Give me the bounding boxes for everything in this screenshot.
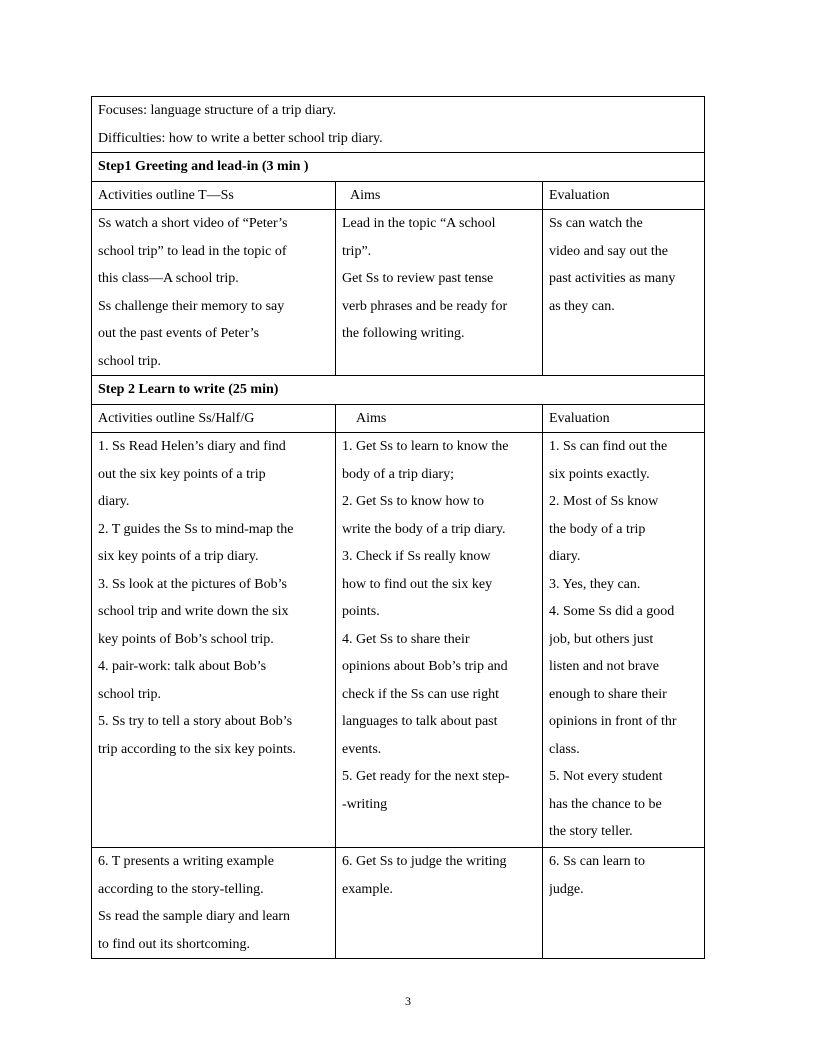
step2-header-evaluation: Evaluation xyxy=(543,404,705,433)
text-line: the body of a trip xyxy=(549,521,646,537)
text-line: this class—A school trip. xyxy=(98,271,239,286)
step1-aims-cell xyxy=(336,210,543,376)
step2-content-row-1 xyxy=(92,433,705,848)
page-number: 3 xyxy=(405,994,411,1008)
text-line: languages to talk about past xyxy=(342,714,498,729)
step2-row1-activities-cell xyxy=(92,433,336,848)
text-line: school trip and write down the six xyxy=(98,604,289,619)
text-line: Ss can watch the xyxy=(549,216,643,231)
text-line: 5. Not every student xyxy=(549,769,663,784)
text-line: 6. Get Ss to judge the writing xyxy=(342,854,507,869)
text-line: 3. Yes, they can. xyxy=(549,576,641,592)
step2-content-row-2 xyxy=(92,848,705,959)
text-line: 2. Get Ss to know how to xyxy=(342,494,484,509)
text-line: listen and not brave xyxy=(549,659,660,674)
intro-row xyxy=(92,97,705,153)
text-line: -writing xyxy=(342,796,388,812)
text-line: the following writing. xyxy=(342,326,465,341)
intro-cell xyxy=(92,97,705,153)
text-line: out the past events of Peter’s xyxy=(98,326,260,341)
text-line: example. xyxy=(342,881,393,897)
text-line: six key points of a trip diary. xyxy=(98,549,259,564)
text-line: 4. Get Ss to share their xyxy=(342,631,470,647)
text-line: 6. Ss can learn to xyxy=(549,854,646,869)
step1-header-activities: Activities outline T—Ss xyxy=(92,181,336,210)
text-line: class. xyxy=(549,741,580,757)
text-line: 4. pair-work: talk about Bob’s xyxy=(98,659,267,674)
text-line: six points exactly. xyxy=(549,466,650,482)
text-line: video and say out the xyxy=(549,243,668,259)
difficulties-text: Difficulties: how to write a better school trip diary. xyxy=(98,130,383,146)
text-line: school trip. xyxy=(98,353,161,369)
text-line: key points of Bob’s school trip. xyxy=(98,631,274,647)
text-line: body of a trip diary; xyxy=(342,466,454,482)
step1-evaluation-cell xyxy=(543,210,705,376)
text-line: 2. Most of Ss know xyxy=(549,494,659,509)
text-line: events. xyxy=(342,741,382,757)
text-line: write the body of a trip diary. xyxy=(342,521,506,537)
text-line: Ss watch a short video of “Peter’s xyxy=(98,216,288,231)
text-line: 1. Get Ss to learn to know the xyxy=(342,439,509,454)
text-line: Ss challenge their memory to say xyxy=(98,298,285,314)
text-line: points. xyxy=(342,604,380,619)
text-line: 1. Ss can find out the xyxy=(549,439,668,454)
text-line: enough to share their xyxy=(549,686,667,702)
text-line: Lead in the topic “A school xyxy=(342,216,496,231)
text-line: 2. T guides the Ss to mind-map the xyxy=(98,521,294,537)
text-line: 5. Ss try to tell a story about Bob’s xyxy=(98,714,293,729)
text-line: according to the story-telling. xyxy=(98,881,264,897)
text-line: job, but others just xyxy=(549,631,654,647)
text-line: 3. Check if Ss really know xyxy=(342,549,491,564)
step2-row2-activities-cell xyxy=(92,848,336,959)
text-line: opinions in front of thr xyxy=(549,714,677,729)
text-line: trip according to the six key points. xyxy=(98,741,296,757)
step2-row2-evaluation-cell xyxy=(543,848,705,959)
text-line: 1. Ss Read Helen’s diary and find xyxy=(98,439,286,454)
step2-header-aims: Aims xyxy=(336,404,543,433)
step1-header-evaluation: Evaluation xyxy=(543,181,705,210)
text-line: 6. T presents a writing example xyxy=(98,854,274,869)
lesson-plan-table xyxy=(91,96,705,959)
step2-title: Step 2 Learn to write (25 min) xyxy=(92,376,705,405)
text-line: trip”. xyxy=(342,243,372,259)
text-line: school trip” to lead in the topic of xyxy=(98,243,287,259)
text-line: diary. xyxy=(98,494,130,509)
step1-activities-cell xyxy=(92,210,336,376)
step2-row2-aims-cell xyxy=(336,848,543,959)
step2-row1-aims-cell xyxy=(336,433,543,848)
text-line: has the chance to be xyxy=(549,796,662,812)
step2-header-row xyxy=(92,404,705,433)
step2-row1-evaluation-cell xyxy=(543,433,705,848)
text-line: Get Ss to review past tense xyxy=(342,271,494,286)
text-line: the story teller. xyxy=(549,824,633,839)
step2-title-row xyxy=(92,376,705,405)
text-line: out the six key points of a trip xyxy=(98,466,266,482)
focuses-text: Focuses: language structure of a trip diary. xyxy=(98,103,337,118)
step2-header-activities: Activities outline Ss/Half/G xyxy=(92,404,336,433)
text-line: as they can. xyxy=(549,298,615,314)
text-line: diary. xyxy=(549,549,581,564)
text-line: verb phrases and be ready for xyxy=(342,298,508,314)
text-line: 5. Get ready for the next step- xyxy=(342,769,510,784)
step1-title: Step1 Greeting and lead-in (3 min ) xyxy=(92,153,705,182)
text-line: 3. Ss look at the pictures of Bob’s xyxy=(98,576,287,592)
text-line: school trip. xyxy=(98,686,161,702)
text-line: opinions about Bob’s trip and xyxy=(342,659,508,674)
text-line: past activities as many xyxy=(549,271,676,286)
text-line: Ss read the sample diary and learn xyxy=(98,909,291,924)
step1-title-row xyxy=(92,153,705,182)
text-line: check if the Ss can use right xyxy=(342,686,500,702)
text-line: how to find out the six key xyxy=(342,576,493,592)
step1-header-aims: Aims xyxy=(336,181,543,210)
text-line: 4. Some Ss did a good xyxy=(549,604,675,619)
step1-content-row xyxy=(92,210,705,376)
text-line: to find out its shortcoming. xyxy=(98,936,251,952)
step1-header-row xyxy=(92,181,705,210)
text-line: judge. xyxy=(549,881,584,897)
